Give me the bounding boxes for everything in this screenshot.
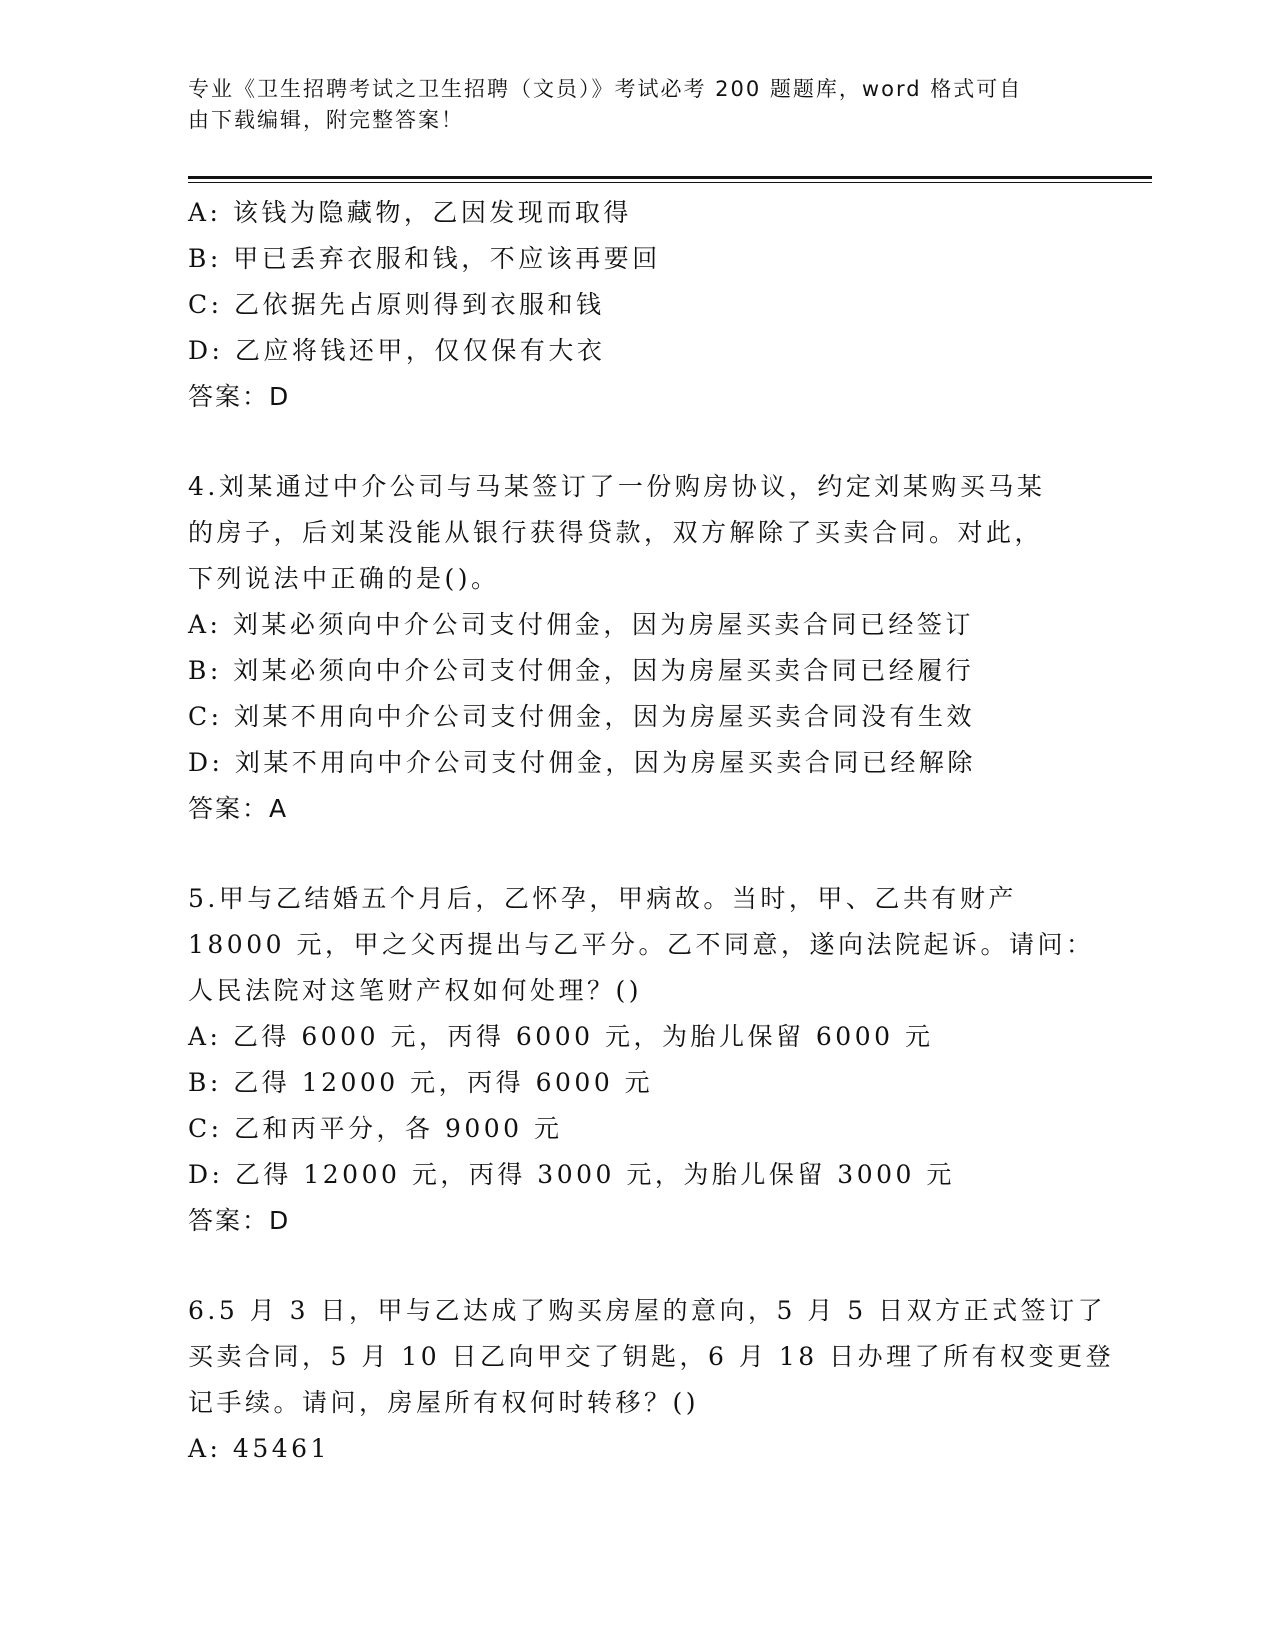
- option-d: D: 乙应将钱还甲，仅仅保有大衣: [188, 336, 606, 365]
- option-a: A: 乙得 6000 元，丙得 6000 元，为胎儿保留 6000 元: [188, 1022, 934, 1051]
- option-d: D: 乙得 12000 元，丙得 3000 元，为胎儿保留 3000 元: [188, 1160, 955, 1189]
- question-6: [188, 1288, 1115, 1472]
- question-stem-line: 5.甲与乙结婚五个月后，乙怀孕，甲病故。当时，甲、乙共有财产: [188, 884, 1017, 913]
- question-stem-line: 6.5 月 3 日，甲与乙达成了购买房屋的意向，5 月 5 日双方正式签订了: [188, 1296, 1107, 1325]
- option-a: A: 该钱为隐藏物，乙因发现而取得: [188, 198, 632, 227]
- question-stem-line: 记手续。请问，房屋所有权何时转移？(): [188, 1388, 700, 1417]
- option-d: D: 刘某不用向中介公司支付佣金，因为房屋买卖合同已经解除: [188, 748, 976, 777]
- question-stem-line: 的房子，后刘某没能从银行获得贷款，双方解除了买卖合同。对此，: [188, 518, 1044, 547]
- answer: 答案：A: [188, 794, 289, 823]
- question-stem-line: 人民法院对这笔财产权如何处理？(): [188, 976, 643, 1005]
- option-b: B: 甲已丢弃衣服和钱，不应该再要回: [188, 244, 661, 273]
- question-4: [188, 464, 1088, 832]
- header-line-1: 专业《卫生招聘考试之卫生招聘（文员）》考试必考 200 题题库，word 格式可自: [188, 77, 1023, 101]
- option-c: C: 乙依据先占原则得到衣服和钱: [188, 290, 605, 319]
- option-b: B: 乙得 12000 元，丙得 6000 元: [188, 1068, 654, 1097]
- question-stem-line: 18000 元，甲之父丙提出与乙平分。乙不同意，遂向法院起诉。请问：: [188, 930, 1095, 959]
- question-stem-line: 4.刘某通过中介公司与马某签订了一份购房协议，约定刘某购买马某: [188, 472, 1046, 501]
- option-a: A: 刘某必须向中介公司支付佣金，因为房屋买卖合同已经签订: [188, 610, 974, 639]
- option-c: C: 刘某不用向中介公司支付佣金，因为房屋买卖合同没有生效: [188, 702, 976, 731]
- question-stem-line: 买卖合同，5 月 10 日乙向甲交了钥匙，6 月 18 日办理了所有权变更登: [188, 1342, 1115, 1371]
- question-3: [188, 190, 1088, 420]
- header-rule-thick: [188, 176, 1152, 179]
- answer: 答案：D: [188, 1206, 291, 1235]
- option-c: C: 乙和丙平分，各 9000 元: [188, 1114, 563, 1143]
- answer: 答案：D: [188, 382, 291, 411]
- question-5: [188, 876, 1095, 1244]
- question-stem-line: 下列说法中正确的是()。: [188, 564, 500, 593]
- document-header: [188, 74, 1068, 136]
- option-b: B: 刘某必须向中介公司支付佣金，因为房屋买卖合同已经履行: [188, 656, 975, 685]
- document-body: [188, 190, 1115, 1472]
- option-a: A: 45461: [188, 1434, 330, 1463]
- header-rule-thin: [188, 182, 1152, 183]
- header-line-2: 由下载编辑，附完整答案！: [188, 108, 464, 132]
